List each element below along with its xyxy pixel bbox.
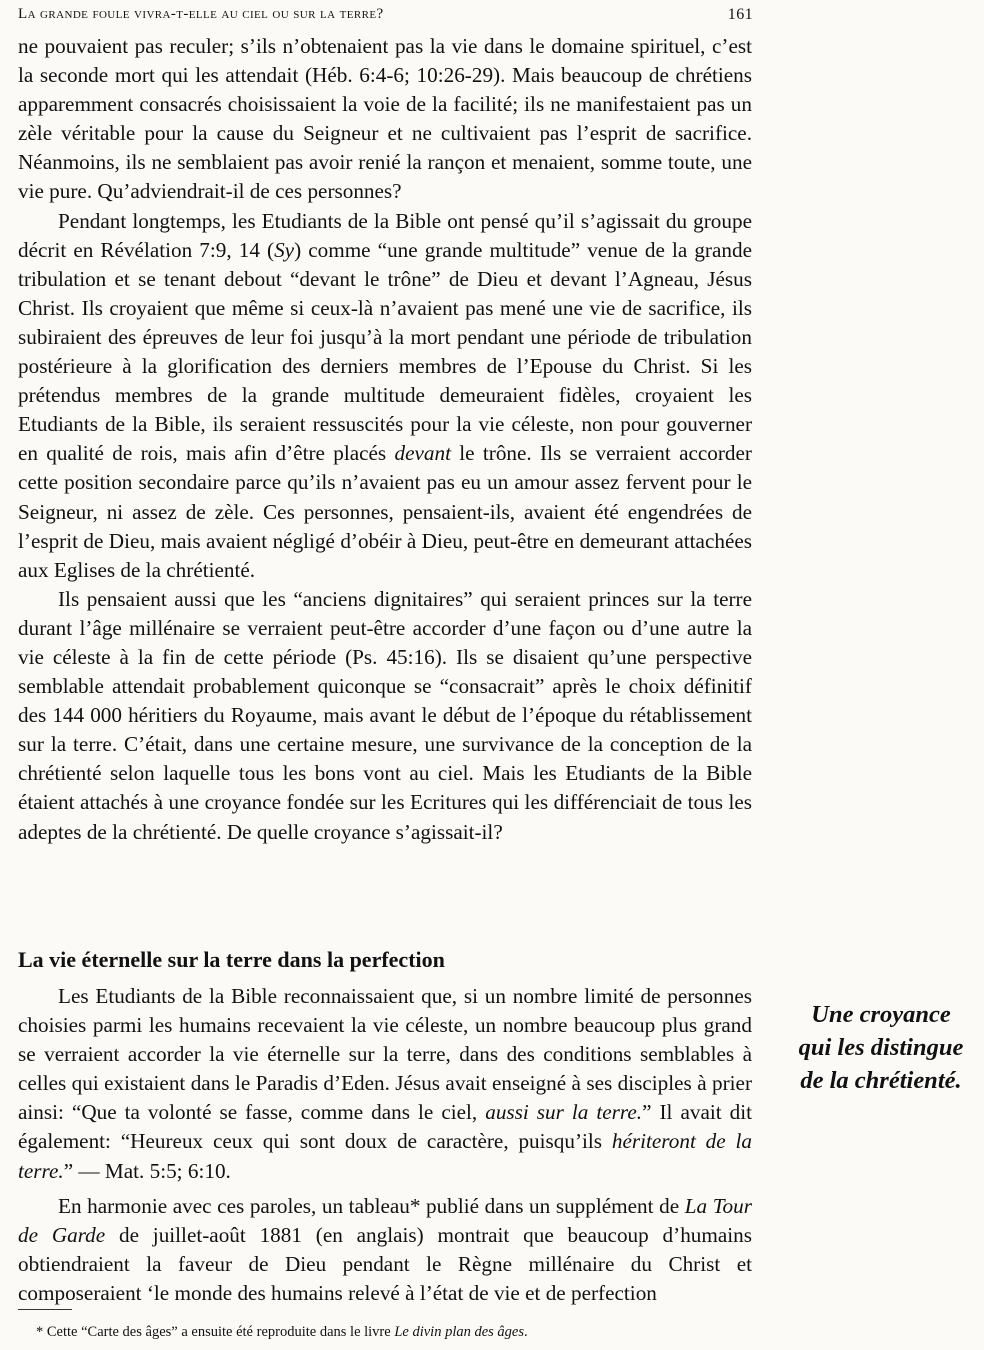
body-text <box>18 32 752 847</box>
section-body-text <box>18 982 752 1308</box>
italic-text: aussi sur la terre. <box>485 1100 643 1125</box>
text-run: ” Il avait dit également: “Heureux ceux qui sont doux de caractère, puisqu’ils <box>18 1100 752 1154</box>
side-note <box>786 998 976 1097</box>
italic-text: Le divin plan des âges <box>394 1324 525 1340</box>
italic-text: Sy <box>274 237 295 262</box>
section-heading: La vie éternelle sur la terre dans la perfection <box>18 947 445 972</box>
paragraph-3 <box>18 585 752 847</box>
text-run: . <box>524 1324 528 1340</box>
italic-text: devant <box>394 441 451 466</box>
text-run: Ils pensaient aussi que les “anciens dignitaires” qui seraient princes sur la terre durant l’âge millénaire se verraient peut-être accorder d’une façon ou d’une autre la vie céleste à la fin de cette période (Ps. 45:16). Ils se disaient qu’une perspective semblable attendait probablement quiconque se “consacrait” après le choix définitif des 144 000 héritiers du Royaume, mais avant le début de l’époque du rétablissement sur la terre. C’était, dans une certaine mesure, une survivance de la conception de la chrétienté selon laquelle tous les bons vont au ciel. Mais les Etudiants de la Bible étaient attachés à une croyance fondée sur les Ecritures qui les différenciait de tous les adeptes de la chrétienté. De quelle croyance s’agissait-il? <box>18 586 752 844</box>
paragraph-2 <box>18 207 752 585</box>
text-run: ) comme “une grande multitude” venue de la grande tribulation et se tenant debout “devant le trône” de Dieu et devant l’Agneau, Jésus Christ. Ils croyaient que même si ceux-là n’avaient pas mené une vie de sacrifice, ils subiraient des épreuves de leur foi jusqu’à la mort pendant une période de tribulation postérieure à la glorification des derniers membres de l’Epouse du Christ. Si les prétendus membres de la grande multitude demeuraient fidèles, croyaient les Etudiants de la Bible, ils seraient ressuscités pour la vie céleste, non pour gouverner en qualité de rois, mais afin d’être placés <box>18 237 752 466</box>
running-title: La grande foule vivra-t-elle au ciel ou sur la terre? <box>18 6 384 22</box>
side-note-line: qui les distingue <box>798 1034 964 1061</box>
text-run: En harmonie avec ces paroles, un tableau* publié dans un supplément de <box>58 1193 685 1218</box>
running-head <box>18 6 753 30</box>
section-paragraph-2 <box>18 1192 752 1308</box>
page-number: 161 <box>727 6 753 23</box>
text-run: ” — Mat. 5:5; 6:10. <box>63 1158 231 1183</box>
side-note-line: de la chrétienté. <box>800 1067 962 1094</box>
paragraph-1 <box>18 32 752 207</box>
text-run: * Cette “Carte des âges” a ensuite été reproduite dans le livre <box>36 1324 395 1340</box>
footnote-divider <box>18 1309 72 1310</box>
footnote <box>36 1322 756 1342</box>
text-run: le trône. Ils se verraient accorder cette position secondaire parce qu’ils n’avaient pas eu un amour assez fervent pour le Seigneur, ni assez de zèle. Ces personnes, pensaient-ils, avaient été engendrées de l’esprit de Dieu, mais avaient négligé d’obéir à Dieu, peut-être en demeurant attachées aux Eglises de la chrétienté. <box>18 441 752 582</box>
italic-text: La Tour de Garde <box>18 1193 752 1247</box>
text-run: de juillet-août 1881 (en anglais) montrait que beaucoup d’humains obtiendraient la faveur de Dieu pendant le Règne millénaire du Christ et composeraient ‘le monde des humains relevé à l’état de vie et de perfection <box>18 1222 752 1305</box>
text-run: Pendant longtemps, les Etudiants de la Bible ont pensé qu’il s’agissait du groupe décrit en Révélation 7:9, 14 ( <box>18 208 752 262</box>
side-note-line: Une croyance <box>811 1001 951 1028</box>
text-run: Les Etudiants de la Bible reconnaissaient que, si un nombre limité de personnes choisies parmi les humains recevaient la vie céleste, un nombre beaucoup plus grand se verraient accorder la vie éternelle sur la terre, dans des conditions semblables à celles qui existaient dans le Paradis d’Eden. Jésus avait enseigné à ses disciples à prier ainsi: “Que ta volonté se fasse, comme dans le ciel, <box>18 984 752 1125</box>
text-run: ne pouvaient pas reculer; s’ils n’obtenaient pas la vie dans le domaine spirituel, c’est la seconde mort qui les attendait (Héb. 6:4-6; 10:26-29). Mais beaucoup de chrétiens apparemment consacrés choisissaient la voie de la facilité; ils ne manifestaient pas un zèle véritable pour la cause du Seigneur et ne cultivaient pas l’esprit de sacrifice. Néanmoins, ils ne semblaient pas avoir renié la rançon et menaient, somme toute, une vie pure. Qu’adviendrait-il de ces personnes? <box>18 34 752 204</box>
section-paragraph-1 <box>18 982 752 1186</box>
italic-text: hériteront de la terre. <box>18 1129 752 1183</box>
